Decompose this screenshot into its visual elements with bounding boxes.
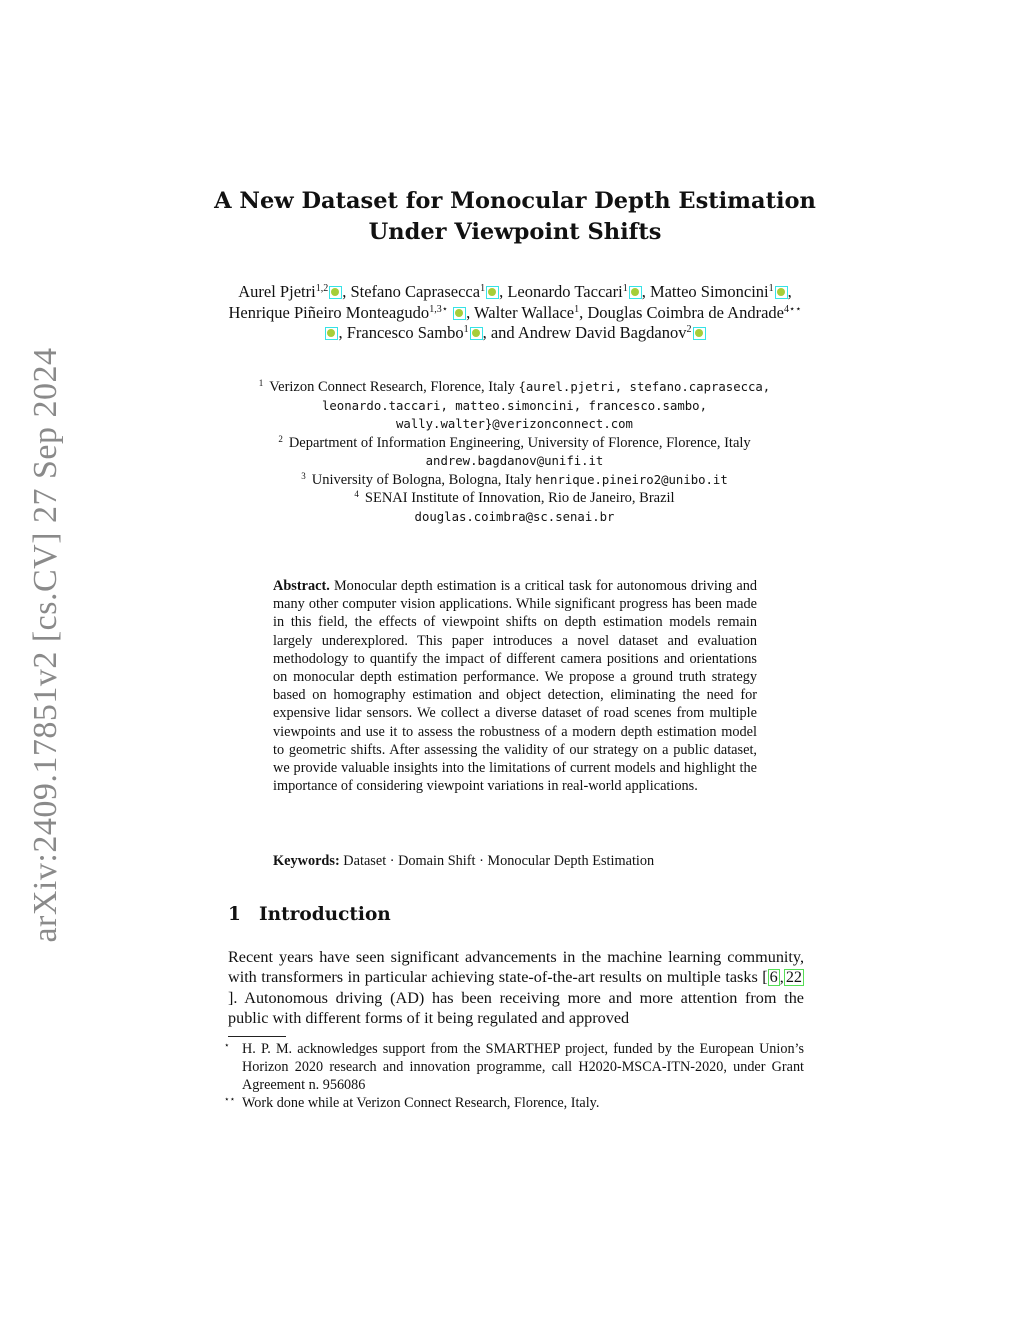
orcid-icon[interactable]: [329, 286, 342, 299]
email-list[interactable]: wally.walter}@verizonconnect.com: [396, 417, 633, 431]
citation-link[interactable]: 22: [785, 968, 802, 987]
footnote-1: [222, 1040, 804, 1094]
abstract: [273, 577, 757, 795]
keywords: [273, 852, 757, 870]
affil-text: University of Bologna, Bologna, Italy: [311, 471, 532, 488]
affil-number: 4: [354, 489, 359, 499]
abstract-label: Abstract.: [273, 578, 330, 594]
affil-text: SENAI Institute of Innovation, Rio de Janeiro, Brazil: [364, 490, 675, 506]
paper-title: [0, 186, 1024, 248]
author-affil-sup: 1,3⋆: [429, 303, 448, 315]
author-name: Leonardo Taccari: [507, 282, 623, 301]
affil-number: 1: [258, 378, 264, 388]
affiliation-1-emails: [222, 397, 807, 416]
citation-link[interactable]: 6: [769, 968, 778, 987]
author-name: Stefano Caprasecca: [350, 282, 481, 301]
affiliation-1-emails: [222, 415, 807, 434]
affil-number: 2: [278, 433, 283, 444]
footnote-mark: ⋆: [224, 1040, 230, 1050]
email-list[interactable]: {aurel.pjetri, stefano.caprasecca,: [518, 380, 771, 394]
affiliation-4: [222, 489, 807, 508]
orcid-icon[interactable]: [486, 286, 499, 299]
intro-text: . Autonomous driving (AD) has been receiving more and more attention from the public with different forms of it being regulated and approved: [228, 988, 804, 1027]
orcid-icon[interactable]: [629, 286, 642, 299]
author-affil-sup: 1: [768, 283, 774, 294]
author-name: Walter Wallace: [474, 302, 575, 322]
abstract-text: Monocular depth estimation is a critical task for autonomous driving and many other computer vision applications. While significant progress has been made in this field, the effects of viewpoint shifts on depth estimation models remain largely underexplored. This paper introduces a novel dataset and evaluation methodology to quantify the impact of different camera positions and orientations on monocular depth estimation performance. We propose a ground truth strategy based on homography estimation and object detection, eliminating the need for expensive lidar sensors. We collect a diverse dataset of road scenes from multiple viewpoints and use it to assess the robustness of a modern depth estimation model to geometric shifts. After assessing the validity of our strategy on a public dataset, we provide valuable insights into the limitations of current models and highlight the importance of considering viewpoint variations in real-world applications.: [273, 578, 757, 795]
affil-number: 3: [301, 470, 306, 481]
footnote-2: [222, 1094, 804, 1112]
affiliation-1: [222, 378, 807, 397]
author-affil-sup: 1: [622, 283, 628, 294]
intro-text: Recent years have seen significant advancements in the machine learning community, with transformers in particular achieving state-of-the-art results on multiple tasks: [228, 948, 804, 987]
author-affil-sup: 1: [574, 303, 580, 315]
affil-text: Verizon Connect Research, Florence, Italy: [269, 379, 515, 395]
author-name: Henrique Piñeiro Monteagudo: [228, 302, 430, 322]
author-name: Douglas Coimbra de Andrade: [587, 302, 784, 322]
email[interactable]: andrew.bagdanov@unifi.it: [425, 454, 604, 468]
orcid-icon[interactable]: [775, 286, 788, 299]
section-title: Introduction: [259, 904, 391, 925]
author-affil-sup: 1,2: [315, 283, 329, 294]
intro-paragraph: Recent years have seen significant advancements in the machine learning community, with transformers in particular achieving state-of-the-art results on multiple tasks [ 6 , 22]. Autonomous driving (AD) has been receiving more and more attention from the public with different forms of it being regulated and approved: [228, 948, 804, 1027]
author-affil-sup: 1: [480, 283, 486, 294]
affiliation-2-email: [222, 452, 807, 471]
keywords-label: Keywords:: [273, 853, 340, 869]
section-heading: [228, 904, 391, 925]
author-name: Matteo Simoncini: [649, 282, 769, 301]
orcid-icon[interactable]: [453, 307, 466, 320]
footnote-mark: ⋆⋆: [224, 1094, 236, 1104]
affiliation-4-email: [222, 508, 807, 527]
affiliation-2: [222, 434, 807, 453]
affiliation-3: [222, 471, 807, 490]
arxiv-identifier: arXiv:2409.17851v2 [cs.CV] 27 Sep 2024: [27, 347, 64, 943]
keywords-text: Dataset · Domain Shift · Monocular Depth Estimation: [343, 853, 655, 869]
footnotes: [222, 1040, 804, 1112]
title-line-1: A New Dataset for Monocular Depth Estimation: [214, 188, 816, 214]
author-name: Aurel Pjetri: [238, 282, 316, 301]
orcid-icon[interactable]: [325, 327, 338, 340]
footnote-rule: [228, 1036, 286, 1037]
title-line-2: Under Viewpoint Shifts: [368, 219, 662, 245]
email-list[interactable]: leonardo.taccari, matteo.simoncini, francesco.sambo,: [322, 398, 707, 413]
section-number: 1: [228, 904, 241, 925]
author-affil-sup: 2: [686, 324, 692, 335]
email[interactable]: henrique.pineiro2@unibo.it: [535, 472, 728, 487]
author-affil-sup: 1: [463, 324, 469, 335]
email[interactable]: douglas.coimbra@sc.senai.br: [414, 509, 615, 524]
orcid-icon[interactable]: [693, 327, 706, 340]
orcid-icon[interactable]: [470, 327, 483, 340]
author-affil-sup: 4⋆⋆: [783, 303, 802, 315]
affil-text: Department of Information Engineering, University of Florence, Florence, Italy: [288, 434, 751, 451]
footnote-text: H. P. M. acknowledges support from the SMARTHEP project, funded by the European Union’s Horizon 2020 research and innovation programme, call H2020-MSCA-ITN-2020, under Grant Agreement n. 956086: [242, 1041, 804, 1093]
footnote-text: Work done while at Verizon Connect Research, Florence, Italy.: [242, 1095, 600, 1111]
affiliations: [222, 378, 807, 526]
author-list: Aurel Pjetri$^{1,2}$ , Stefano Caprasecca$^1$ , Leonardo Taccari$^1$ , Matteo Simoncini$^1$ , Henrique Piñeiro Monteagudo$^{1,3⋆}$ , Walter Wallace$^1$, Douglas Coimbra de Andrade$^{4⋆⋆}$, Francesco Sambo$^1$ , and Andrew David Bagdanov$^2$: [228, 282, 802, 342]
author-name: Andrew David Bagdanov: [517, 323, 687, 342]
author-name: Francesco Sambo: [346, 323, 464, 342]
